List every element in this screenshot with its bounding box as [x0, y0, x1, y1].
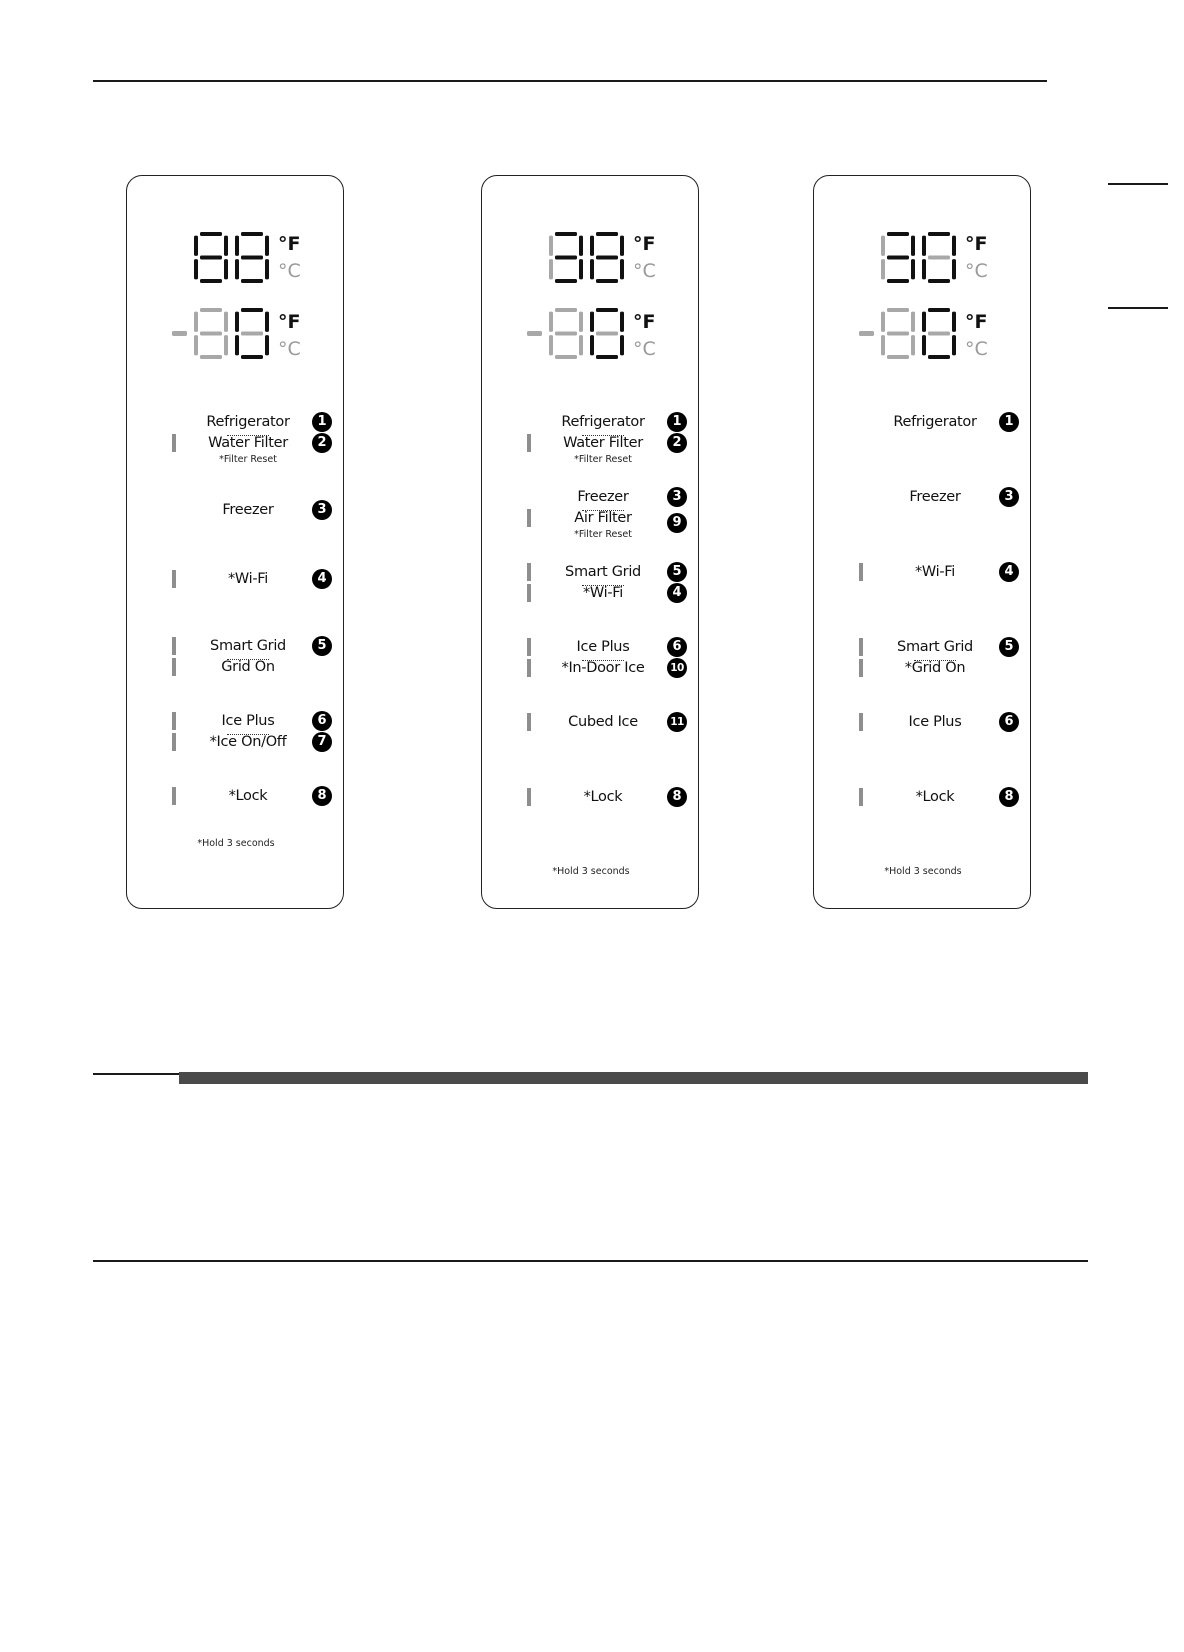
air-filter-button[interactable] [482, 507, 700, 529]
fridge-digit-2 [590, 232, 624, 283]
fridge-unit-c: °C [633, 260, 656, 282]
segment-c [952, 335, 956, 355]
lock-label: *Lock [915, 789, 955, 805]
fridge-digit-1 [881, 232, 915, 283]
segment-f [590, 236, 594, 256]
callout-number-badge: 7 [312, 732, 332, 752]
segment-c [911, 259, 915, 279]
grid-on-indicator [814, 657, 1032, 679]
control-panel-2 [481, 175, 699, 909]
wifi-label: *Wi-Fi [914, 564, 956, 580]
refrigerator-button[interactable] [814, 411, 1032, 433]
minus-sign [859, 331, 874, 336]
freezer-digit-1 [881, 308, 915, 359]
segment-f [235, 236, 239, 256]
segment-f [194, 312, 198, 332]
segment-f [922, 236, 926, 256]
cubed-ice-label: Cubed Ice [568, 714, 638, 730]
segment-e [881, 259, 885, 279]
callout-number-badge: 3 [312, 500, 332, 520]
segment-a [555, 232, 577, 236]
callout-number-badge: 4 [312, 569, 332, 589]
callout-number-badge: 4 [999, 562, 1019, 582]
segment-e [549, 259, 553, 279]
freezer-label: Freezer [222, 502, 274, 518]
callout-number-badge: 6 [667, 637, 687, 657]
segment-d [596, 355, 618, 359]
lock-button[interactable] [814, 786, 1032, 808]
freezer-button[interactable] [814, 486, 1032, 508]
segment-a [596, 232, 618, 236]
in-door-ice-button[interactable] [482, 657, 700, 679]
lock-label: *Lock [583, 789, 623, 805]
segment-c [265, 259, 269, 279]
refrigerator-button[interactable] [127, 411, 345, 433]
hold-note: *Hold 3 seconds [552, 866, 630, 877]
segment-a [200, 308, 222, 312]
top-rule [93, 80, 1047, 82]
segment-f [194, 236, 198, 256]
segment-f [549, 236, 553, 256]
fridge-digit-2 [235, 232, 269, 283]
margin-tab-rule-bottom [1108, 307, 1168, 309]
fridge-unit-f: °F [965, 233, 988, 255]
segment-b [579, 236, 583, 256]
wifi-label: *Wi-Fi [227, 571, 269, 587]
air-filter-label: Air Filter [574, 510, 632, 526]
freezer-unit-f: °F [278, 311, 301, 333]
refrigerator-label: Refrigerator [544, 411, 662, 433]
segment-d [596, 279, 618, 283]
callout-number-badge: 6 [312, 711, 332, 731]
segment-b [224, 312, 228, 332]
segment-b [224, 236, 228, 256]
refrigerator-button[interactable] [482, 411, 700, 433]
freezer-label: Freezer [909, 489, 961, 505]
callout-number-badge: 5 [999, 637, 1019, 657]
fridge-unit-c: °C [965, 260, 988, 282]
segment-d [241, 355, 263, 359]
water-filter-label: Water Filter [563, 435, 643, 451]
segment-e [549, 335, 553, 355]
segment-g [596, 332, 618, 336]
grid-on-label: *Grid On [904, 660, 966, 676]
indicator-bar [859, 788, 863, 806]
margin-tab-rule-top [1108, 183, 1168, 185]
control-panel-1 [126, 175, 344, 909]
smart-grid-button[interactable] [814, 636, 1032, 658]
segment-d [887, 279, 909, 283]
fridge-digit-1 [194, 232, 228, 283]
indicator-bar [527, 509, 531, 527]
segment-g [241, 256, 263, 260]
callout-number-badge: 5 [667, 562, 687, 582]
segment-g [928, 332, 950, 336]
fridge-unit-c: °C [278, 260, 301, 282]
control-panel-3 [813, 175, 1031, 909]
segment-a [241, 308, 263, 312]
ice-plus-button[interactable] [127, 710, 345, 732]
section-rule-thin [93, 1073, 179, 1075]
segment-a [241, 232, 263, 236]
segment-g [887, 256, 909, 260]
segment-b [265, 312, 269, 332]
segment-g [200, 256, 222, 260]
segment-a [887, 232, 909, 236]
segment-a [928, 308, 950, 312]
callout-number-badge: 11 [667, 712, 687, 732]
segment-c [579, 335, 583, 355]
freezer-digit-1 [194, 308, 228, 359]
indicator-bar [527, 563, 531, 581]
fridge-digit-2 [922, 232, 956, 283]
lock-button[interactable] [482, 786, 700, 808]
segment-d [887, 355, 909, 359]
segment-d [928, 355, 950, 359]
segment-c [265, 335, 269, 355]
freezer-button[interactable] [127, 499, 345, 521]
segment-a [555, 308, 577, 312]
segment-a [596, 308, 618, 312]
ice-plus-label: Ice Plus [189, 710, 307, 732]
callout-number-badge: 2 [312, 433, 332, 453]
segment-g [555, 256, 577, 260]
indicator-bar [527, 713, 531, 731]
grid-on-indicator [127, 656, 345, 678]
callout-number-badge: 3 [667, 487, 687, 507]
callout-number-badge: 10 [667, 658, 687, 678]
indicator-bar [172, 712, 176, 730]
lock-button[interactable] [127, 785, 345, 807]
freezer-unit-c: °C [965, 338, 988, 360]
temperature-display [814, 176, 1032, 396]
segment-e [590, 259, 594, 279]
freezer-digit-1 [549, 308, 583, 359]
callout-number-badge: 1 [667, 412, 687, 432]
segment-f [881, 236, 885, 256]
freezer-unit-f: °F [633, 311, 656, 333]
segment-f [881, 312, 885, 332]
segment-c [911, 335, 915, 355]
indicator-bar [527, 788, 531, 806]
minus-sign [527, 331, 542, 336]
segment-d [928, 279, 950, 283]
callout-number-badge: 8 [312, 786, 332, 806]
segment-c [579, 259, 583, 279]
segment-f [549, 312, 553, 332]
segment-b [579, 312, 583, 332]
indicator-bar [172, 570, 176, 588]
callout-number-badge: 6 [999, 712, 1019, 732]
smart-grid-label: Smart Grid [189, 635, 307, 657]
callout-number-badge: 8 [667, 787, 687, 807]
smart-grid-button[interactable] [127, 635, 345, 657]
segment-d [200, 355, 222, 359]
freezer-digit-2 [590, 308, 624, 359]
segment-f [235, 312, 239, 332]
freezer-digit-2 [922, 308, 956, 359]
ice-plus-label: Ice Plus [544, 636, 662, 658]
segment-b [620, 312, 624, 332]
segment-b [620, 236, 624, 256]
segment-f [590, 312, 594, 332]
ice-plus-label: Ice Plus [908, 714, 962, 730]
segment-c [224, 259, 228, 279]
fridge-unit-f: °F [633, 233, 656, 255]
hold-note: *Hold 3 seconds [197, 838, 275, 849]
ice-on-off-button[interactable] [127, 731, 345, 753]
segment-d [555, 279, 577, 283]
segment-b [911, 312, 915, 332]
bottom-rule [93, 1260, 1088, 1262]
segment-e [881, 335, 885, 355]
water-filter-label: Water Filter [208, 435, 288, 451]
segment-g [241, 332, 263, 336]
grid-on-label: Grid On [221, 659, 275, 675]
fridge-digit-1 [549, 232, 583, 283]
segment-d [200, 279, 222, 283]
callout-number-badge: 8 [999, 787, 1019, 807]
callout-number-badge: 3 [999, 487, 1019, 507]
segment-a [928, 232, 950, 236]
segment-e [235, 335, 239, 355]
filter-reset-note: *Filter Reset [574, 529, 632, 540]
water-filter-button[interactable] [482, 432, 700, 454]
refrigerator-label: Refrigerator [893, 414, 977, 430]
temperature-display [127, 176, 345, 396]
segment-e [922, 259, 926, 279]
wifi-button[interactable] [127, 568, 345, 590]
segment-g [555, 332, 577, 336]
smart-grid-button[interactable] [482, 561, 700, 583]
indicator-bar [172, 637, 176, 655]
indicator-bar [859, 563, 863, 581]
cubed-ice-button[interactable] [482, 711, 700, 733]
segment-e [194, 259, 198, 279]
segment-e [590, 335, 594, 355]
filter-reset-note: *Filter Reset [574, 454, 632, 465]
temperature-display [482, 176, 700, 396]
fridge-unit-f: °F [278, 233, 301, 255]
segment-e [194, 335, 198, 355]
ice-plus-button[interactable] [482, 636, 700, 658]
freezer-button[interactable] [482, 486, 700, 508]
segment-b [265, 236, 269, 256]
segment-b [911, 236, 915, 256]
indicator-bar [859, 659, 863, 677]
segment-b [952, 236, 956, 256]
indicator-bar [172, 434, 176, 452]
freezer-unit-c: °C [278, 338, 301, 360]
indicator-bar [859, 638, 863, 656]
segment-b [952, 312, 956, 332]
segment-d [555, 355, 577, 359]
segment-a [200, 232, 222, 236]
freezer-digit-2 [235, 308, 269, 359]
filter-reset-note: *Filter Reset [219, 454, 277, 465]
ice-on-off-label: *Ice On/Off [209, 734, 287, 750]
wifi-button[interactable] [814, 561, 1032, 583]
indicator-bar [527, 584, 531, 602]
refrigerator-label: Refrigerator [189, 411, 307, 433]
callout-number-badge: 5 [312, 636, 332, 656]
indicator-bar [527, 659, 531, 677]
segment-d [241, 279, 263, 283]
segment-f [922, 312, 926, 332]
wifi-label: *Wi-Fi [582, 585, 624, 601]
segment-g [887, 332, 909, 336]
wifi-button[interactable] [482, 582, 700, 604]
segment-e [922, 335, 926, 355]
callout-number-badge: 1 [312, 412, 332, 432]
segment-c [952, 259, 956, 279]
indicator-bar [527, 638, 531, 656]
lock-label: *Lock [228, 788, 268, 804]
ice-plus-button[interactable] [814, 711, 1032, 733]
in-door-ice-label: *In-Door Ice [561, 660, 645, 676]
callout-number-badge: 1 [999, 412, 1019, 432]
indicator-bar [172, 787, 176, 805]
segment-g [596, 256, 618, 260]
indicator-bar [172, 733, 176, 751]
indicator-bar [527, 434, 531, 452]
smart-grid-label: Smart Grid [544, 561, 662, 583]
segment-c [620, 259, 624, 279]
freezer-unit-c: °C [633, 338, 656, 360]
hold-note: *Hold 3 seconds [884, 866, 962, 877]
indicator-bar [172, 658, 176, 676]
smart-grid-label: Smart Grid [876, 636, 994, 658]
segment-c [620, 335, 624, 355]
section-header-bar [179, 1072, 1088, 1084]
freezer-label: Freezer [544, 486, 662, 508]
callout-number-badge: 9 [667, 513, 687, 533]
segment-c [224, 335, 228, 355]
segment-g [200, 332, 222, 336]
freezer-unit-f: °F [965, 311, 988, 333]
minus-sign [172, 331, 187, 336]
callout-number-badge: 4 [667, 583, 687, 603]
segment-a [887, 308, 909, 312]
water-filter-button[interactable] [127, 432, 345, 454]
indicator-bar [859, 713, 863, 731]
segment-g [928, 256, 950, 260]
segment-e [235, 259, 239, 279]
callout-number-badge: 2 [667, 433, 687, 453]
